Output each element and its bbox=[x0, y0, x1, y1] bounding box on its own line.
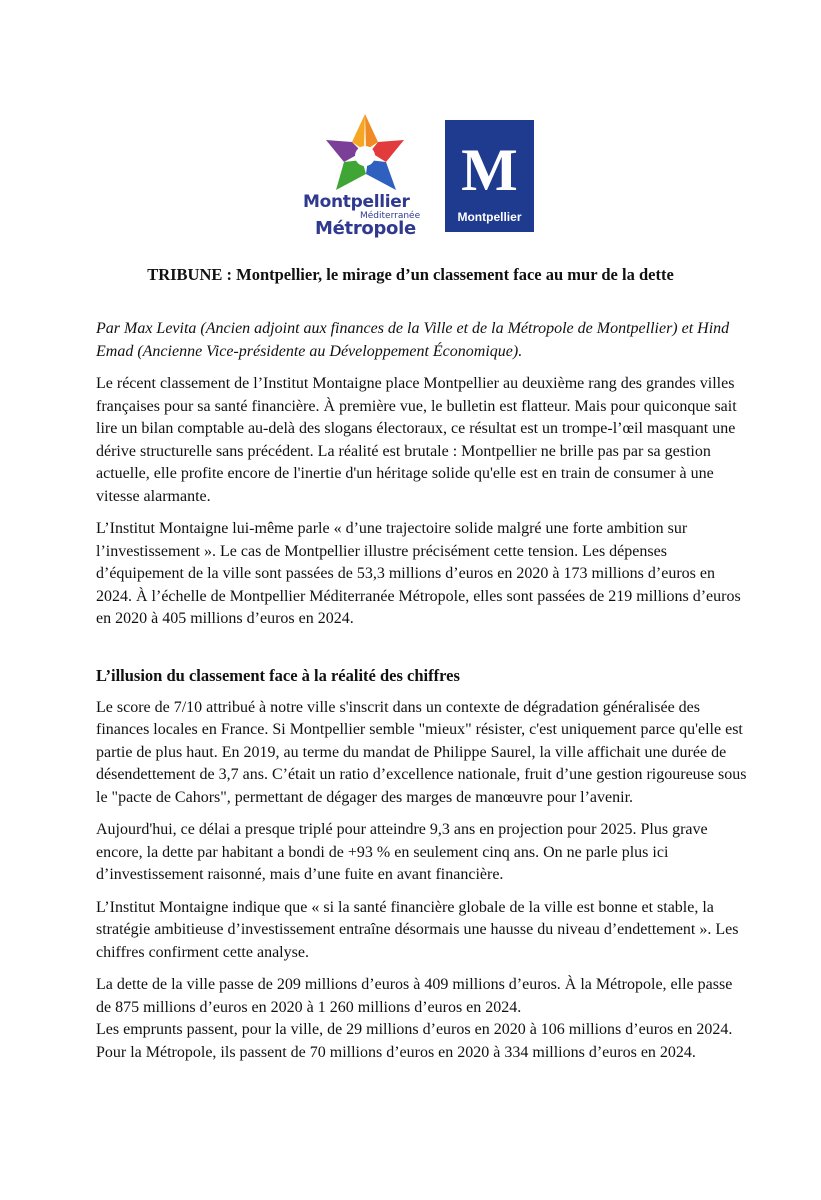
ville-logo-letter: M bbox=[461, 137, 518, 203]
intro-paragraph-2: L’Institut Montaigne lui-même parle « d’une trajectoire solide malgré une forte ambition sur l’investissement ». Le cas de Montpellier illustre précisément cette tension. Les dépenses d’équipement de la ville sont passées de 53,3 millions d’euros en 2020 à 173 millions d’euros en 2024. À l’échelle de Montpellier Méditerranée Métropole, elles sont passées de 219 millions d’euros en 2020 à 405 millions d’euros en 2024. bbox=[96, 520, 741, 627]
section-paragraph-3: L’Institut Montaigne indique que « si la santé financière globale de la ville est bonne et stable, la stratégie ambitieuse d’investissement entraîne désormais une hausse du niveau d’endettement ». Les chiffres confirment cette analyse. bbox=[96, 898, 739, 961]
byline: Par Max Levita (Ancien adjoint aux finances de la Ville et de la Métropole de Montpellier) et Hind Emad (Ancienne Vice-présidente au Développement Économique). bbox=[96, 320, 730, 360]
section-paragraph-2: Aujourd'hui, ce délai a presque triplé pour atteindre 9,3 ans en projection pour 2025. Plus grave encore, la dette par habitant a bondi de +93 % en seulement cinq ans. On ne parle plus ici d’investissement raisonné, mais d’une fuite en avant financière. bbox=[96, 821, 708, 883]
document-title: TRIBUNE : Montpellier, le mirage d’un classement face au mur de la dette bbox=[147, 265, 674, 284]
metropole-line3: Métropole bbox=[315, 218, 416, 239]
debt-paragraph: La dette de la ville passe de 209 millions d’euros à 409 millions d’euros. À la Métropole, elle passe de 875 millions d’euros en 2020 à 1 260 millions d’euros en 2024. bbox=[96, 976, 733, 1016]
ville-logo bbox=[445, 120, 534, 232]
ville-logo-name: Montpellier bbox=[457, 210, 522, 224]
article-body bbox=[96, 318, 748, 1074]
section-heading: L’illusion du classement face à la réalité des chiffres bbox=[96, 665, 460, 685]
logo-bar bbox=[0, 100, 821, 239]
metropole-line1: Montpellier bbox=[303, 192, 410, 212]
loans-paragraph: Les emprunts passent, pour la ville, de 29 millions d’euros en 2020 à 106 millions d’euros en 2024. Pour la Métropole, ils passent de 70 millions d’euros en 2020 à 334 millions d’euros en 2024. bbox=[96, 1021, 733, 1061]
section-paragraph-1: Le score de 7/10 attribué à notre ville s'inscrit dans un contexte de dégradation généralisée des finances locales en France. Si Montpellier semble "mieux" résister, c'est uniquement parce qu'elle est partie de plus haut. En 2019, au terme du mandat de Philippe Saurel, la ville affichait une durée de désendettement de 3,7 ans. C’était un ratio d’excellence nationale, fruit d’une gestion rigoureuse sous le "pacte de Cahors", permettant de dégager des marges de manœuvre pour l’avenir. bbox=[96, 698, 747, 806]
metropole-logo bbox=[300, 106, 430, 239]
intro-paragraph-1: Le récent classement de l’Institut Montaigne place Montpellier au deuxième rang des grandes villes françaises pour sa santé financière. À première vue, le bulletin est flatteur. Mais pour quiconque sait lire un bilan comptable au-delà des slogans électoraux, ce résultat est un trompe-l’œil masquant une dérive structurelle sans précédent. La réalité est brutale : Montpellier ne brille pas par sa gestion actuelle, elle profite encore de l'inertie d'un héritage solide qu'elle est en train de consumer à une vitesse alarmante. bbox=[96, 375, 737, 505]
metropole-star-icon bbox=[300, 106, 430, 196]
metropole-line2: Méditerranée bbox=[360, 211, 421, 221]
